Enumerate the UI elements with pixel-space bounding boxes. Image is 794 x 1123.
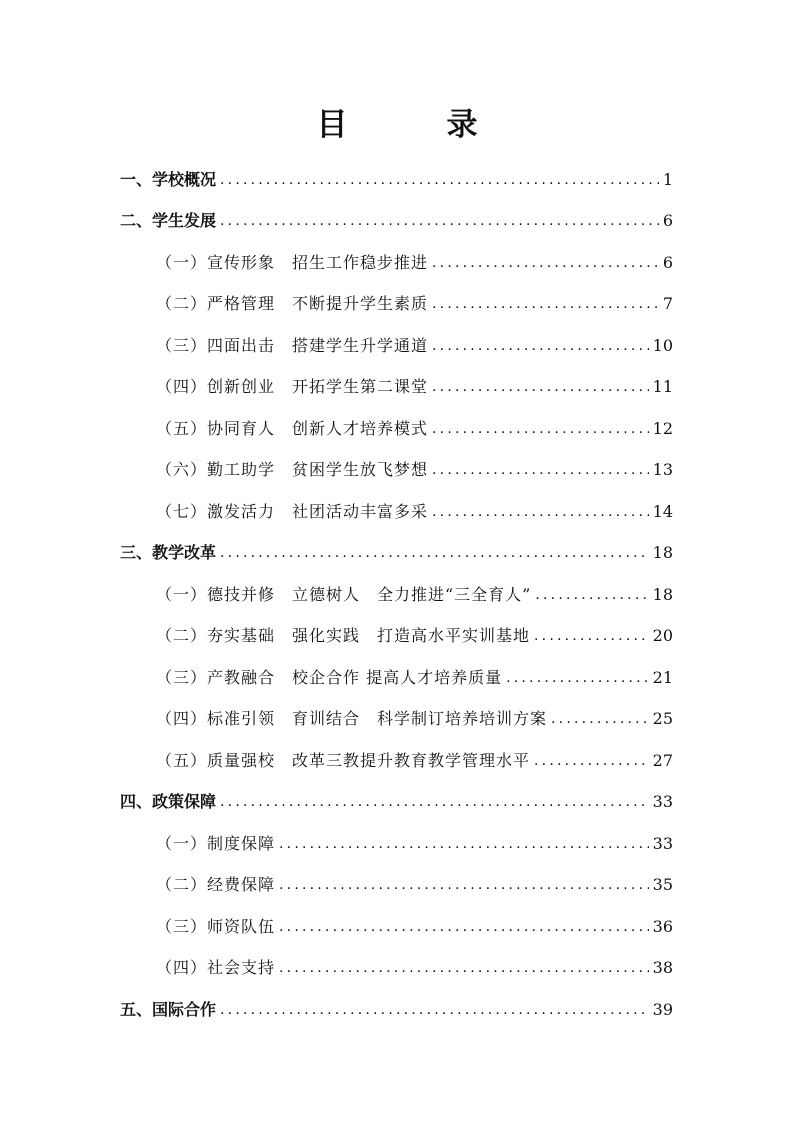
toc-label: （四）标准引领 育训结合 科学制订培养培训方案 [156,709,548,728]
toc-label: （三）四面出击 搭建学生升学通道 [156,336,429,355]
toc-leader-dots [432,290,659,318]
toc-subentry[interactable] [156,415,673,443]
toc-leader-dots [534,622,649,650]
toc-entry-5[interactable] [120,996,673,1024]
toc-subentry[interactable] [156,332,673,360]
toc-label: （四）创新创业 开拓学生第二课堂 [156,377,429,396]
toc-page-number: 1 [662,170,673,189]
toc-subentry[interactable] [156,622,673,650]
toc-leader-dots [535,581,648,609]
toc-label: （二）夯实基础 强化实践 打造高水平实训基地 [156,626,531,645]
toc-subentry[interactable] [156,456,673,484]
toc-page-number: 25 [652,709,673,728]
toc-entry-3[interactable] [120,539,673,567]
toc-page-number: 27 [652,751,673,770]
toc-page-number: 6 [662,211,673,230]
toc-subentry[interactable] [156,705,673,733]
toc-page-number: 36 [652,917,673,936]
toc-label: （二）严格管理 不断提升学生素质 [156,294,429,313]
toc-subentry[interactable] [156,664,673,692]
toc-label: 三、教学改革 [120,543,217,562]
toc-label: （六）勤工助学 贫困学生放飞梦想 [156,460,429,479]
toc-leader-dots [432,456,649,484]
toc-label: （一）制度保障 [156,834,276,853]
toc-page-number: 10 [652,336,673,355]
toc-label: （四）社会支持 [156,958,276,977]
toc-label: （一）德技并修 立德树人 全力推进“三全育人” [156,585,532,604]
toc-page-number: 33 [652,792,673,811]
page-title: 目 录 [316,107,512,143]
toc-subentry[interactable] [156,373,673,401]
toc-subentry[interactable] [156,913,673,941]
toc-leader-dots [279,954,649,982]
toc-leader-dots [220,539,649,567]
toc-page-number: 13 [652,460,673,479]
toc-leader-dots [432,415,649,443]
toc-leader-dots [432,373,649,401]
toc-subentry[interactable] [156,871,673,899]
toc-label: 一、学校概况 [120,170,217,189]
toc-subentry[interactable] [156,747,673,775]
toc-subentry[interactable] [156,290,673,318]
toc-subentry[interactable] [156,581,673,609]
toc-label: （三）产教融合 校企合作 提高人才培养质量 [156,668,503,687]
toc-label: （七）激发活力 社团活动丰富多采 [156,502,429,521]
toc-page-number: 35 [652,875,673,894]
toc-leader-dots [220,788,649,816]
toc-page-number: 39 [652,1000,673,1019]
toc-leader-dots [551,705,649,733]
toc-entry-2[interactable] [120,207,673,235]
toc-leader-dots [220,996,649,1024]
toc-page-number: 14 [652,502,673,521]
toc-leader-dots [220,207,659,235]
toc-leader-dots [220,166,659,194]
toc-page-number: 33 [652,834,673,853]
toc-leader-dots [432,249,659,277]
toc-entry-1[interactable] [120,166,673,194]
toc-label: （五）协同育人 创新人才培养模式 [156,419,429,438]
toc-subentry[interactable] [156,249,673,277]
toc-entry-4[interactable] [120,788,673,816]
toc-label: （一）宣传形象 招生工作稳步推进 [156,253,429,272]
toc-label: （三）师资队伍 [156,917,276,936]
toc-label: 四、政策保障 [120,792,217,811]
toc-subentry[interactable] [156,830,673,858]
toc-leader-dots [279,830,649,858]
toc-leader-dots [279,913,649,941]
toc-page-number: 12 [652,419,673,438]
toc-subentry[interactable] [156,498,673,526]
toc-leader-dots [279,871,649,899]
toc-leader-dots [432,498,649,526]
toc-label: 五、国际合作 [120,1000,217,1019]
toc-page-number: 18 [652,543,673,562]
toc-leader-dots [432,332,649,360]
toc-page-number: 38 [652,958,673,977]
toc-page-number: 21 [652,668,673,687]
toc-page-number: 11 [652,377,673,396]
toc-page-number: 6 [662,253,673,272]
toc-label: 二、学生发展 [120,211,217,230]
toc-page-number: 7 [662,294,673,313]
toc-page-number: 18 [652,585,673,604]
toc-leader-dots [534,747,649,775]
toc-label: （五）质量强校 改革三教提升教育教学管理水平 [156,751,531,770]
toc-subentry[interactable] [156,954,673,982]
toc-leader-dots [506,664,649,692]
toc-page-number: 20 [652,626,673,645]
toc-label: （二）经费保障 [156,875,276,894]
